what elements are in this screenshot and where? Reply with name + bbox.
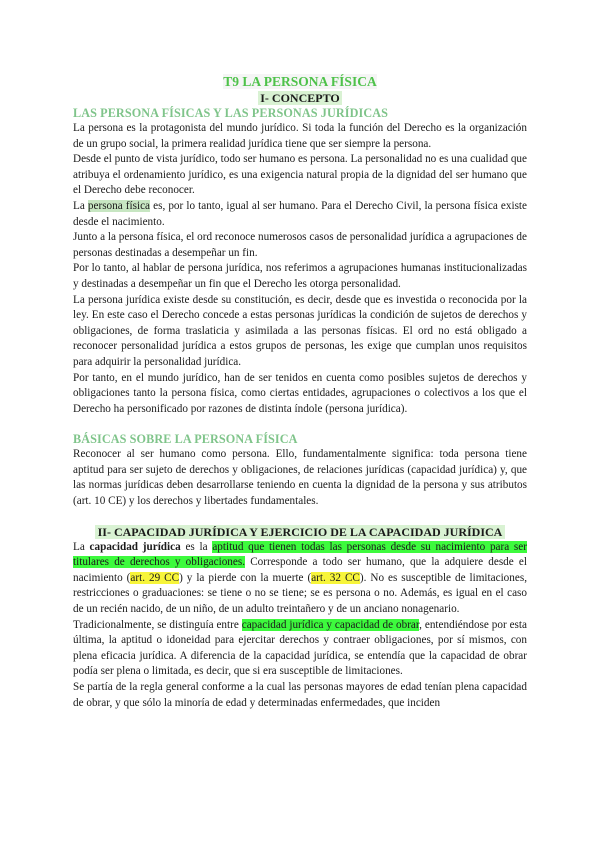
section-heading-basicas: BÁSICAS SOBRE LA PERSONA FÍSICA (73, 432, 298, 447)
article-reference: art. 29 CC (130, 571, 180, 584)
paragraph: Desde el punto de vista jurídico, todo ser humano es persona. La personalidad no es una cualidad que atribuya el ordenamiento jurídico, es una exigencia natural propia de la dignidad del ser humano que el Derecho debe reconocer. (73, 153, 527, 197)
article-reference: art. 32 CC (311, 571, 360, 584)
paragraph: Se partía de la regla general conforme a la cual las personas mayores de edad tenían plena capacidad de obrar, y que sólo la minoría de edad y determinadas enfermedades, que inciden (73, 681, 527, 709)
paragraph: Tradicionalmente, se distinguía entre capacidad jurídica y capacidad de obrar, entendiéndose por esta última, la aptitud o idoneidad para ejercitar derechos y contraer obligaciones, por sí mismos, con plena eficacia jurídica. A diferencia de la capacidad jurídica, se entendía que la capacidad de obrar podía ser plena o limitada, es decir, que si era susceptible de limitaciones. (73, 618, 527, 678)
paragraph: La persona jurídica existe desde su constitución, es decir, desde que es investida o reconocida por la ley. En este caso el Derecho concede a estas personas jurídicas la condición de sujetos de derechos y obligaciones, de forma traslaticia y asimilada a las personas físicas. El ord no está obligado a reconocer personalidad jurídica a estos grupos de personas, les exige que cumplan unos requisitos para adquirir la personalidad jurídica. (73, 293, 527, 368)
paragraph: Reconocer al ser humano como persona. Ello, fundamentalmente significa: toda persona tiene aptitud para ser sujeto de derechos y obligaciones, de relaciones jurídicas (capacidad jurídica) y, que las normas jurídicas deben desarrollarse teniendo en cuenta la dignidad de la persona y sus atributos (art. 10 CE) y los derechos y libertades fundamentales. (73, 448, 527, 508)
section-subtitle: I- CONCEPTO (260, 91, 340, 105)
highlight-text: persona física (87, 199, 151, 212)
section-heading-personas: LAS PERSONA FÍSICAS Y LAS PERSONAS JURÍDICAS (73, 106, 389, 120)
highlight-text: capacidad jurídica y capacidad de obrar (241, 618, 420, 631)
section-heading-capacidad: II- CAPACIDAD JURÍDICA Y EJERCICIO DE LA CAPACIDAD JURÍDICA (73, 525, 527, 540)
highlight-text: aptitud que tienen todas las personas desde su nacimiento para ser titulares de derechos y obligaciones. (73, 540, 527, 569)
page-title: T9 LA PERSONA FÍSICA (223, 74, 377, 89)
paragraph: La capacidad jurídica es la aptitud que tienen todas las personas desde su nacimiento para ser titulares de derechos y obligaciones. Corresponde a todo ser humano, que la adquiere desde el nacimiento (art. 29 CC) y la pierde con la muerte (art. 32 CC). No es susceptible de limitaciones, restricciones o graduaciones: se tiene o no se tiene; se es persona o no. Además, es igual en el caso de un recién nacido, de un niño, de un adulto treintañero y de un anciano nonagenario. (73, 540, 527, 616)
paragraph: Junto a la persona física, el ord reconoce numerosos casos de personalidad jurídica a agrupaciones de personas destinadas a desempeñar un fin. (73, 231, 527, 259)
document-page (73, 74, 527, 711)
paragraph: La persona física es, por lo tanto, igual al ser humano. Para el Derecho Civil, la persona física existe desde el nacimiento. (73, 199, 527, 228)
paragraph: Por tanto, en el mundo jurídico, han de ser tenidos en cuenta como posibles sujetos de derechos y obligaciones tanto la persona física, como ciertas entidades, agrupaciones o colectivos a los que el Derecho ha personificado por razones de distinta índole (persona jurídica). (73, 371, 527, 415)
paragraph: Por lo tanto, al hablar de persona jurídica, nos referimos a agrupaciones humanas institucionalizadas y destinadas a desempeñar un fin que el Derecho les otorga personalidad. (73, 262, 527, 290)
paragraph: La persona es la protagonista del mundo jurídico. Si toda la función del Derecho es la organización de un grupo social, la primera realidad jurídica tiene que ser siempre la persona. (73, 122, 527, 150)
